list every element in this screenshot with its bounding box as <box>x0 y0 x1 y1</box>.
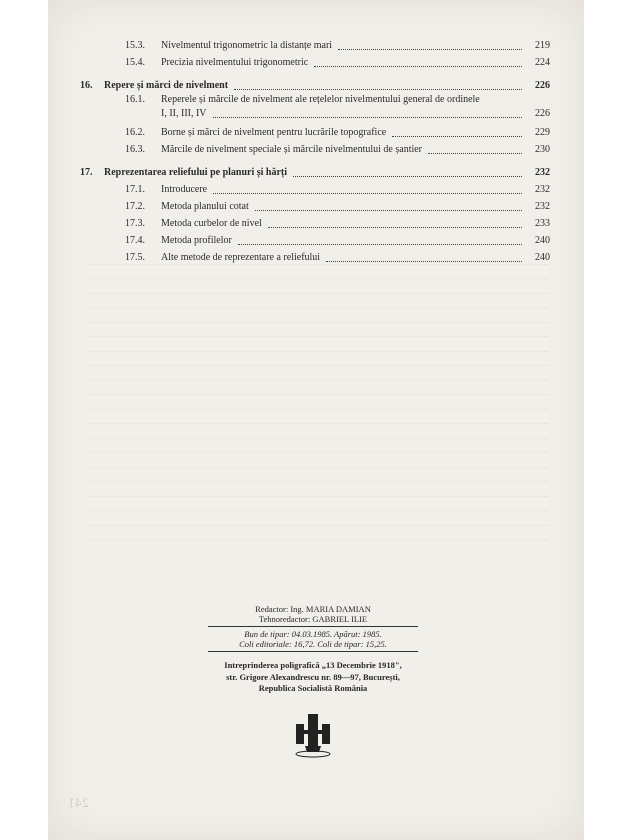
printer-country-line: Republica Socialistă România <box>258 683 368 693</box>
leader-dots <box>213 117 522 118</box>
toc-entry-page: 233 <box>535 218 550 229</box>
bleed-through-text <box>88 250 548 540</box>
print-dates-line: Bun de tipar: 04.03.1985. Apărut: 1985. <box>244 629 382 639</box>
redactor-line: Redactor: Ing. MARIA DAMIAN <box>255 604 371 614</box>
leader-dots <box>238 244 522 245</box>
colophon <box>198 604 428 654</box>
toc-chapter-page: 226 <box>535 80 550 91</box>
leader-dots <box>314 66 522 67</box>
toc-entry-title-line2: I, II, III, IV <box>161 108 207 119</box>
toc-entry-title: Alte metode de reprezentare a reliefului <box>161 252 321 263</box>
toc-entry-page: 229 <box>535 127 550 138</box>
colophon-rule <box>208 651 418 652</box>
toc-entry <box>80 93 550 123</box>
toc-chapter <box>80 163 550 180</box>
book-page <box>48 0 584 840</box>
toc-entry <box>80 123 550 140</box>
toc-chapter-number: 16. <box>80 80 93 91</box>
toc-entry <box>80 248 550 265</box>
leader-dots <box>213 193 522 194</box>
toc-entry-page: 219 <box>535 40 550 51</box>
toc-chapter-title: Repere și mărci de nivelment <box>104 80 229 91</box>
printer-street-line: str. Grigore Alexandrescu nr. 89—97, București, <box>226 671 400 682</box>
toc-entry-number: 17.1. <box>125 184 145 195</box>
toc-entry-number: 17.5. <box>125 252 145 263</box>
toc-entry-title: Nivelmentul trigonometric la distanțe mari <box>161 40 333 51</box>
toc-entry-number: 17.4. <box>125 235 145 246</box>
toc-chapter-number: 17. <box>80 167 93 178</box>
toc-entry <box>80 197 550 214</box>
toc-entry <box>80 140 550 157</box>
leader-dots <box>392 136 522 137</box>
toc-entry-title: Borne și mărci de nivelment pentru lucrările topografice <box>161 127 387 138</box>
toc-entry-number: 16.1. <box>125 94 145 105</box>
toc-entry-number: 15.4. <box>125 57 145 68</box>
printer-logo-icon <box>293 710 333 760</box>
toc-entry <box>80 231 550 248</box>
leader-dots <box>428 153 522 154</box>
toc-entry-page: 226 <box>535 108 550 119</box>
toc-chapter <box>80 76 550 93</box>
sheet-count-line: Coli editoriale: 16,72. Coli de tipar: 15,25. <box>239 639 387 649</box>
printer-address <box>198 660 428 695</box>
colophon-rule <box>208 626 418 627</box>
toc-entry-number: 17.3. <box>125 218 145 229</box>
leader-dots <box>268 227 522 228</box>
toc-entry-page: 232 <box>535 201 550 212</box>
toc-entry <box>80 36 550 53</box>
toc-entry-title: Precizia nivelmentului trigonometric <box>161 57 309 68</box>
toc-entry-page: 232 <box>535 184 550 195</box>
table-of-contents <box>80 36 550 265</box>
toc-entry-number: 16.3. <box>125 144 145 155</box>
toc-entry-number: 17.2. <box>125 201 145 212</box>
tehnoredactor-line: Tehnoredactor: GABRIEL ILIE <box>258 614 368 624</box>
leader-dots <box>255 210 522 211</box>
leader-dots <box>293 176 522 177</box>
toc-entry-title: Metoda planului cotat <box>161 201 249 212</box>
toc-entry-title: Metoda profilelor <box>161 235 232 246</box>
toc-entry-title: Metoda curbelor de nivel <box>161 218 262 229</box>
toc-chapter-title: Reprezentarea reliefului pe planuri și hărți <box>104 167 288 178</box>
toc-entry-number: 16.2. <box>125 127 145 138</box>
toc-entry <box>80 53 550 70</box>
toc-entry-page: 230 <box>535 144 550 155</box>
leader-dots <box>234 89 522 90</box>
printer-name-line: Intreprinderea poligrafică „13 Decembrie 1918", <box>224 660 402 670</box>
leader-dots <box>338 49 522 50</box>
toc-entry-page: 224 <box>535 57 550 68</box>
toc-entry-title: Introducere <box>161 184 208 195</box>
toc-entry-page: 240 <box>535 235 550 246</box>
toc-entry-title: Mărcile de nivelment speciale și mărcile nivelmentului de șantier <box>161 144 423 155</box>
toc-entry-page: 240 <box>535 252 550 263</box>
bleed-through-page-number: 241 <box>68 796 89 811</box>
leader-dots <box>326 261 522 262</box>
toc-entry <box>80 180 550 197</box>
toc-entry-number: 15.3. <box>125 40 145 51</box>
toc-entry <box>80 214 550 231</box>
toc-entry-title-line1: Reperele și mărcile de nivelment ale rețelelor nivelmentului general de ordinele <box>161 94 480 105</box>
toc-chapter-page: 232 <box>535 167 550 178</box>
